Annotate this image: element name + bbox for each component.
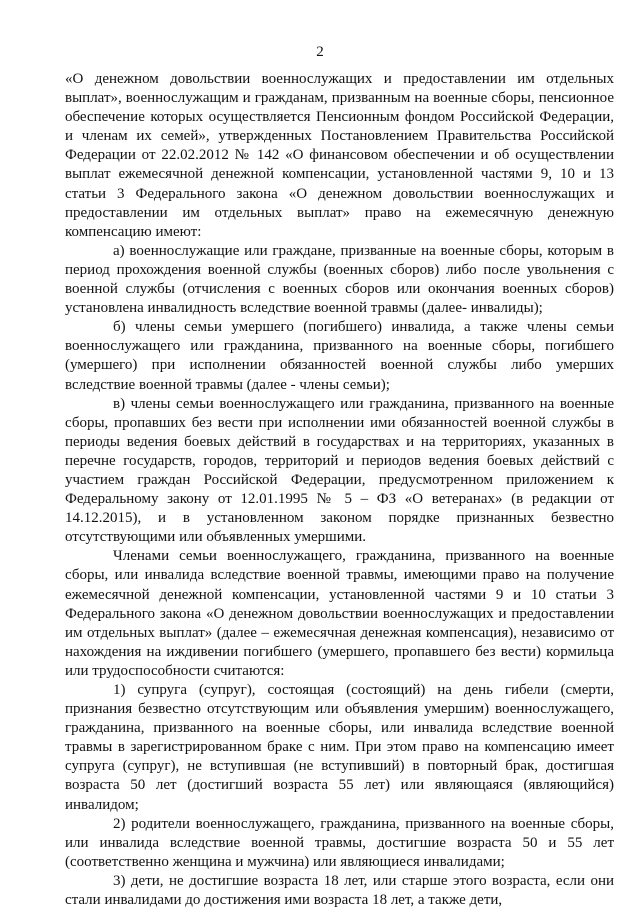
paragraph-item-v: в) члены семьи военнослужащего или гражданина, призванного на военные сборы, пропавших без вести при исполнении ими обязанностей военной службы в периоды ведения боевых действий в государствах и на территориях, указанных в перечне государств, городов, территорий и периодов ведения боевых действий с участием граждан Российской Федерации, предусмотренном приложением к Федеральному закону от 12.01.1995 № 5 – ФЗ «О ветеранах» (в редакции от 14.12.2015), и в установленном законом порядке признанных безвестно отсутствующими или объявленных умершими. — [65, 395, 614, 546]
paragraph-item-2: 2) родители военнослужащего, гражданина, призванного на военные сборы, или инвалида вследствие военной травмы, достигшие возраста 50 и 55 лет (соответственно женщина и мужчина) или являющиеся инвалидами; — [65, 815, 614, 870]
paragraph-intro: «О денежном довольствии военнослужащих и предоставлении им отдельных выплат», военнослужащим и гражданам, призванным на военные сборы, пенсионное обеспечение которых осуществляется Пенсионным фондом Российской Федерации, и членам их семей», утвержденных Постановлением Правительства Российской Федерации от 22.02.2012 № 142 «О финансовом обеспечении и об осуществлении выплат ежемесячной денежной компенсации, установленной частями 9, 10 и 13 статьи 3 Федерального закона «О денежном довольствии военнослужащих и предоставлении им отдельных выплат» право на ежемесячную денежную компенсацию имеют: — [65, 71, 614, 240]
document-body — [65, 70, 614, 910]
paragraph-item-3: 3) дети, не достигшие возраста 18 лет, или старше этого возраста, если они стали инвалидами до достижения ими возраста 18 лет, а также дети, — [65, 872, 614, 909]
paragraph-item-b: б) члены семьи умершего (погибшего) инвалида, а также члены семьи военнослужащего или гражданина, призванного на военные сборы, погибшего (умершего) при исполнении обязанностей военной службы либо умерших вследствие военной травмы (далее - члены семьи); — [65, 319, 614, 393]
page-number: 2 — [316, 44, 324, 60]
paragraph-family-members: Членами семьи военнослужащего, гражданина, призванного на военные сборы, или инвалида вследствие военной травмы, имеющими право на получение ежемесячной денежной компенсации, установленной частями 9 и 10 статьи 3 Федерального закона «О денежном довольствии военнослужащих и предоставлении им отдельных выплат» (далее – ежемесячная денежная компенсация), независимо от нахождения на иждивении погибшего (умершего, пропавшего без вести) кормильца или трудоспособности считаются: — [65, 548, 614, 679]
paragraph-item-1: 1) супруга (супруг), состоящая (состоящий) на день гибели (смерти, признания безвестно отсутствующим или объявления умершим) военнослужащего, гражданина, призванного на военные сборы, или инвалида вследствие военной травмы в зарегистрированном браке с ним. При этом право на компенсацию имеет супруга (супруг), не вступившая (не вступивший) в повторный брак, достигшая возраста 50 лет (достигший возраста 55 лет) или являющаяся (являющийся) инвалидом; — [65, 682, 614, 813]
paragraph-item-a: а) военнослужащие или граждане, призванные на военные сборы, которым в период прохождения военной службы (военных сборов) либо после увольнения с военной службы (отчисления с военных сборов или окончания военных сборов) установлена инвалидность вследствие военной травмы (далее- инвалиды); — [65, 242, 614, 317]
